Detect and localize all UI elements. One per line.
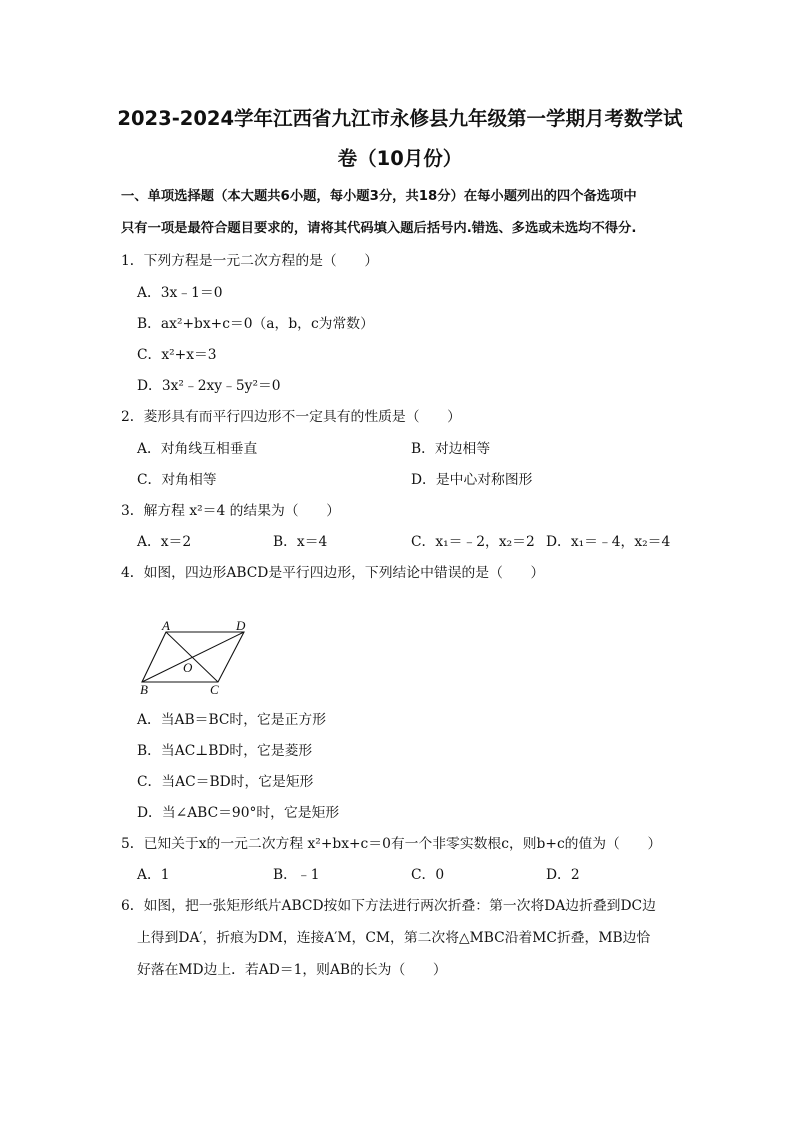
section-intro-line2: 只有一项是最符合题目要求的，请将其代码填入题后括号内.错选、多选或未选均不得分. xyxy=(121,221,637,236)
question-3-option-d: D．x₁＝﹣4，x₂＝4 xyxy=(546,534,671,550)
question-2-option-a: A．对角线互相垂直 xyxy=(137,441,258,457)
question-1-option-c: C．x²+x＝3 xyxy=(137,347,217,363)
question-5-option-b: B．﹣1 xyxy=(273,867,320,883)
question-3-option-c: C．x₁＝﹣2，x₂＝2 xyxy=(411,534,535,550)
question-6-stem-line3: 好落在MD边上．若AD＝1，则AB的长为（ ） xyxy=(137,962,447,978)
question-1-stem: 1．下列方程是一元二次方程的是（ ） xyxy=(121,253,379,269)
question-2-option-b: B．对边相等 xyxy=(411,441,491,457)
question-3-option-b: B．x＝4 xyxy=(273,534,328,550)
question-4-option-b: B．当AC⊥BD时，它是菱形 xyxy=(137,743,313,759)
exam-title-line1: 2023-2024学年江西省九江市永修县九年级第一学期月考数学试 xyxy=(117,107,683,130)
question-6-stem-line1: 6．如图，把一张矩形纸片ABCD按如下方法进行两次折叠：第一次将DA边折叠到DC边 xyxy=(121,898,656,914)
question-5-option-c: C．0 xyxy=(411,867,445,883)
exam-title-line2: 卷（10月份） xyxy=(337,147,463,170)
diagonal-bd xyxy=(142,632,244,682)
question-4-stem: 4．如图，四边形ABCD是平行四边形，下列结论中错误的是（ ） xyxy=(121,565,545,581)
section-intro-line1: 一、单项选择题（本大题共6小题，每小题3分，共18分）在每小题列出的四个备选项中 xyxy=(121,189,637,204)
question-1-option-d: D．3x²﹣2xy﹣5y²＝0 xyxy=(137,378,281,394)
question-3-option-a: A．x＝2 xyxy=(137,534,192,550)
figure-label-d: D xyxy=(236,618,246,633)
figure-label-b: B xyxy=(140,682,148,696)
question-4-option-a: A．当AB＝BC时，它是正方形 xyxy=(137,712,326,728)
question-5-option-a: A．1 xyxy=(137,867,170,883)
question-4-option-c: C．当AC＝BD时，它是矩形 xyxy=(137,774,314,790)
question-5-option-d: D．2 xyxy=(546,867,580,883)
question-6-stem-line2: 上得到DA′，折痕为DM，连接A′M，CM，第二次将△MBC沿着MC折叠，MB边恰 xyxy=(137,930,651,946)
question-2-option-c: C．对角相等 xyxy=(137,472,217,488)
figure-label-a: A xyxy=(162,618,170,633)
question-5-stem: 5．已知关于x的一元二次方程 x²+bx+c＝0有一个非零实数根c，则b+c的值为（ ） xyxy=(121,836,662,852)
figure-label-o: O xyxy=(183,660,193,675)
figure-label-c: C xyxy=(210,682,219,696)
question-2-option-d: D．是中心对称图形 xyxy=(411,472,533,488)
question-1-option-b: B．ax²+bx+c＝0（a，b，c为常数） xyxy=(137,316,374,332)
question-2-stem: 2．菱形具有而平行四边形不一定具有的性质是（ ） xyxy=(121,409,461,425)
question-3-stem: 3．解方程 x²＝4 的结果为（ ） xyxy=(121,503,340,519)
question-4-option-d: D．当∠ABC＝90°时，它是矩形 xyxy=(137,805,340,821)
question-1-option-a: A．3x﹣1＝0 xyxy=(137,285,223,301)
parallelogram-figure xyxy=(138,618,258,696)
